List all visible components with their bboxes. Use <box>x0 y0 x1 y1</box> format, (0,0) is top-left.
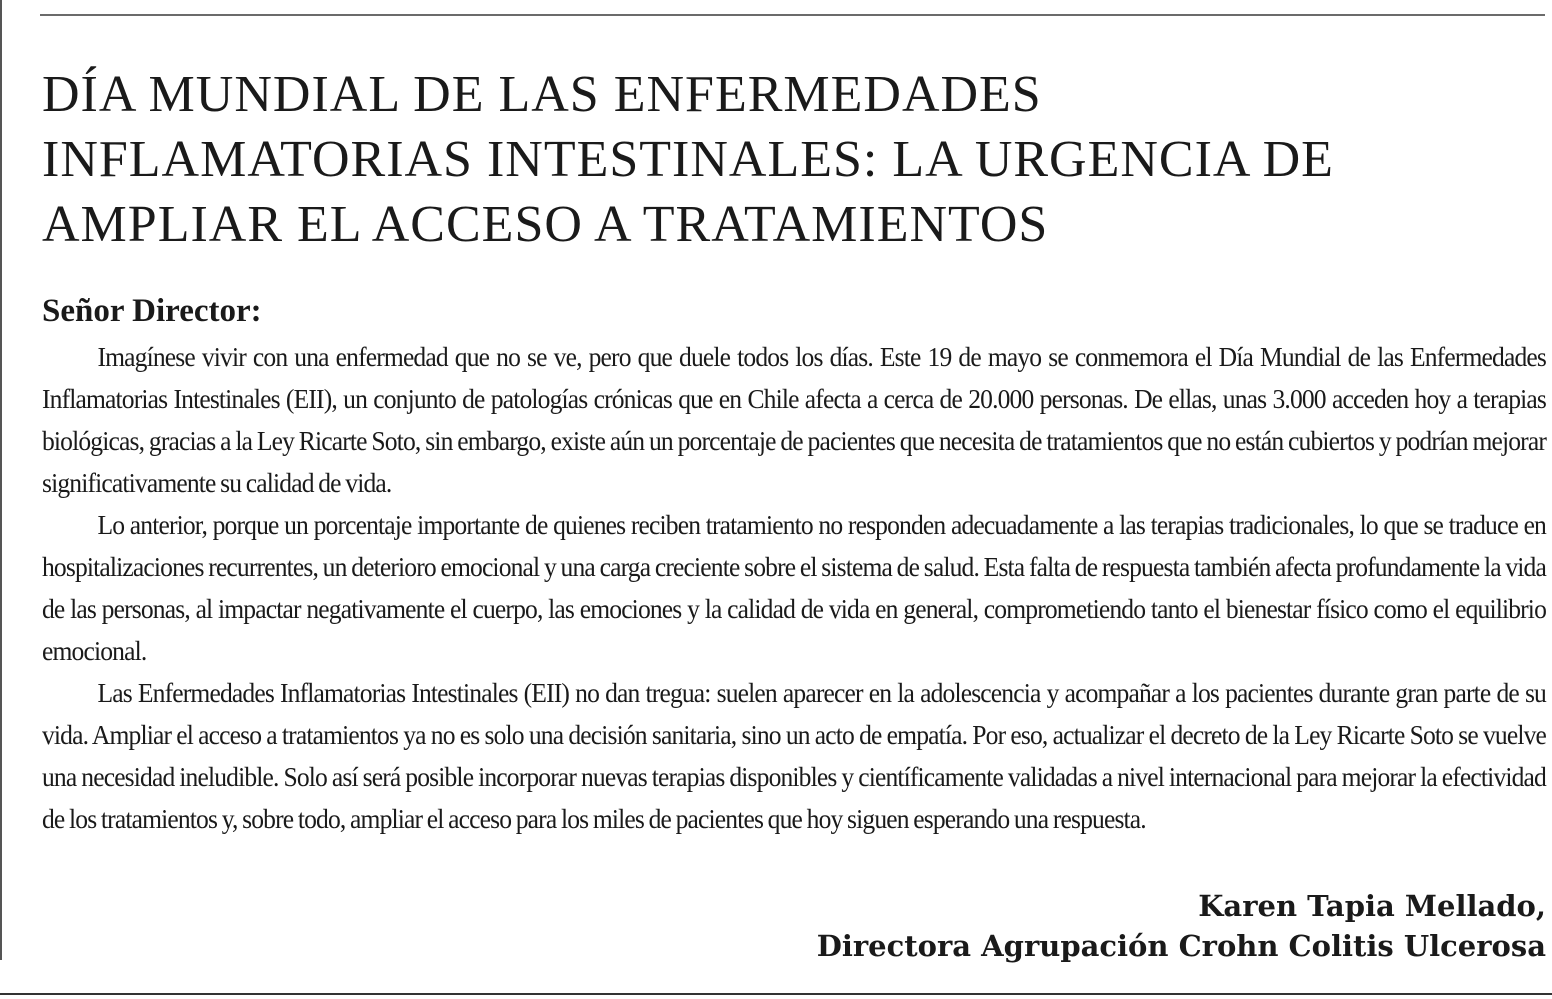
bottom-divider <box>0 993 1552 995</box>
article-headline <box>42 62 1522 257</box>
salutation: Señor Director: <box>42 293 262 329</box>
headline-line-1: DÍA MUNDIAL DE LAS ENFERMEDADES <box>42 66 1042 123</box>
signature-name: Karen Tapia Mellado, <box>1198 889 1546 923</box>
paragraph-1: Imagínese vivir con una enfermedad que no se ve, pero que duele todos los días. Este 19 de mayo se conmemora el Día Mundial de las Enfermedades Inflamatorias Intestinales (EII), un conjunto de patologías crónicas que en Chile afecta a cerca de 20.000 personas. De ellas, unas 3.000 acceden hoy a terapias biológicas, gracias a la Ley Ricarte Soto, sin embargo, existe aún un porcentaje de pacientes que necesita de tratamientos que no están cubiertos y podrían mejorar significativamente su calidad de vida. <box>42 342 1547 498</box>
article-body <box>42 336 1546 840</box>
headline-line-2: INFLAMATORIAS INTESTINALES: LA URGENCIA DE <box>42 131 1334 188</box>
signature-title: Directora Agrupación Crohn Colitis Ulcerosa <box>816 929 1546 963</box>
signature-block <box>817 886 1546 966</box>
left-column-rule <box>0 0 2 960</box>
paragraph-2: Lo anterior, porque un porcentaje importante de quienes reciben tratamiento no responden adecuadamente a las terapias tradicionales, lo que se traduce en hospitalizaciones recurrentes, un deterioro emocional y una carga creciente sobre el sistema de salud. Esta falta de respuesta también afecta profundamente la vida de las personas, al impactar negativamente el cuerpo, las emociones y la calidad de vida en general, comprometiendo tanto el bienestar físico como el equilibrio emocional. <box>42 510 1547 666</box>
paragraph-3: Las Enfermedades Inflamatorias Intestinales (EII) no dan tregua: suelen aparecer en la adolescencia y acompañar a los pacientes durante gran parte de su vida. Ampliar el acceso a tratamientos ya no es solo una decisión sanitaria, sino un acto de empatía. Por eso, actualizar el decreto de la Ley Ricarte Soto se vuelve una necesidad ineludible. Solo así será posible incorporar nuevas terapias disponibles y científicamente validadas a nivel internacional para mejorar la efectividad de los tratamientos y, sobre todo, ampliar el acceso para los miles de pacientes que hoy siguen esperando una respuesta. <box>42 678 1547 834</box>
headline-line-3: AMPLIAR EL ACCESO A TRATAMIENTOS <box>42 196 1049 253</box>
top-divider <box>40 14 1545 16</box>
